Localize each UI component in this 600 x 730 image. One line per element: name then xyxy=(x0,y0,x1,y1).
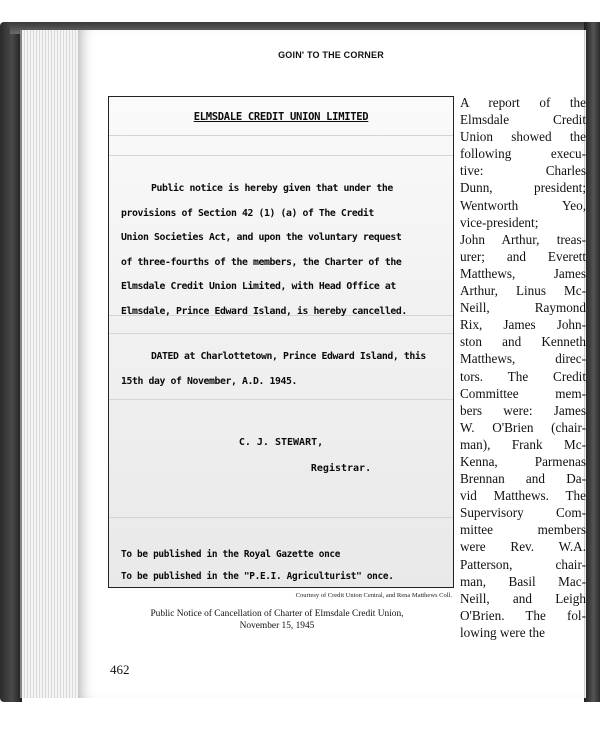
page-number: 462 xyxy=(110,662,130,677)
side-text-line: were Rev. W.A. xyxy=(460,539,586,555)
side-text-line: tors. The Credit xyxy=(460,368,586,384)
notice-photo xyxy=(108,96,454,588)
notice-line: of three-fourths of the members, the Charter of the xyxy=(121,256,402,268)
side-text-line: Union showed the xyxy=(460,129,586,145)
notice-line: DATED at Charlottetown, Prince Edward Island, this xyxy=(151,351,426,362)
side-text-line: man), Frank Mc- xyxy=(460,436,586,452)
side-text-line: lowing were the xyxy=(460,624,545,640)
side-text-line: man, Basil Mac- xyxy=(460,573,586,589)
notice-body xyxy=(121,177,443,324)
notice-dated xyxy=(121,345,443,394)
side-text-line: Supervisory Com- xyxy=(460,505,586,521)
photo-credit: Courtesy of Credit Union Central, and Rena Matthews Coll. xyxy=(295,592,452,599)
bleed-through-line xyxy=(109,155,453,156)
side-text-line: tive: Charles xyxy=(460,163,586,179)
side-text-line: bers were: James xyxy=(460,402,586,418)
side-text-line: O'Brien. The fol- xyxy=(460,607,586,623)
side-text-line: Arthur, Linus Mc- xyxy=(460,283,586,299)
notice-line: Elmsdale Credit Union Limited, with Head Office at xyxy=(121,281,396,292)
notice-line: provisions of Section 42 (1) (a) of The Credit xyxy=(121,207,374,219)
side-text-line: W. O'Brien (chair- xyxy=(460,419,586,435)
notice-line: 15th day of November, A.D. 1945. xyxy=(121,375,297,387)
notice-line: Public notice is hereby given that under the xyxy=(151,183,393,194)
side-text-line: Matthews, James xyxy=(460,265,586,281)
side-text-line: John Arthur, treas- xyxy=(460,231,586,247)
side-text-line: vid Matthews. The xyxy=(460,488,586,504)
bleed-through-line xyxy=(109,135,453,136)
side-text-line: following execu- xyxy=(460,146,586,162)
caption-line: November 15, 1945 xyxy=(239,621,315,631)
page-edges-left xyxy=(20,30,82,698)
side-text-line: Rix, James John- xyxy=(460,317,586,333)
bleed-through-line xyxy=(109,517,453,518)
publication-line: To be published in the Royal Gazette once xyxy=(121,549,341,560)
side-text-line: Neill, and Leigh xyxy=(460,590,586,606)
bleed-through-line xyxy=(109,399,453,400)
signatory-name: C. J. STEWART, xyxy=(238,437,324,448)
bleed-through-line xyxy=(109,333,453,334)
side-text-line: mittee members xyxy=(460,522,586,538)
side-text-line: Neill, Raymond xyxy=(460,300,586,316)
side-text-line: urer; and Everett xyxy=(460,248,586,264)
side-text-line: Dunn, president; xyxy=(460,180,586,196)
caption-line: Public Notice of Cancellation of Charter of Elmsdale Credit Union, xyxy=(150,609,404,619)
book-cover-right xyxy=(584,22,600,702)
side-text-line: vice-president; xyxy=(460,214,539,230)
book-cover-left xyxy=(0,22,22,702)
notice-title: ELMSDALE CREDIT UNION LIMITED xyxy=(193,111,369,123)
side-text-line: Wentworth Yeo, xyxy=(460,197,586,213)
side-text-line: Brennan and Da- xyxy=(460,471,586,487)
side-text-line: Patterson, chair- xyxy=(460,556,586,572)
side-text-line: ston and Kenneth xyxy=(460,334,586,350)
notice-line: Union Societies Act, and upon the voluntary request xyxy=(121,232,402,243)
side-text-line: A report of the xyxy=(460,95,586,110)
side-text-line: Matthews, direc- xyxy=(460,351,586,367)
side-text-line: Committee mem- xyxy=(460,385,586,401)
side-text-line: Elmsdale Credit xyxy=(460,112,586,128)
notice-line: Elmsdale, Prince Edward Island, is hereby cancelled. xyxy=(121,305,407,317)
figure-caption xyxy=(140,608,414,632)
signatory-title: Registrar. xyxy=(310,463,372,474)
side-column-text xyxy=(460,94,586,641)
side-text-line: Kenna, Parmenas xyxy=(460,453,586,469)
publication-line: To be published in the "P.E.I. Agriculturist" once. xyxy=(121,571,394,582)
running-head: GOIN' TO THE CORNER xyxy=(278,50,384,60)
